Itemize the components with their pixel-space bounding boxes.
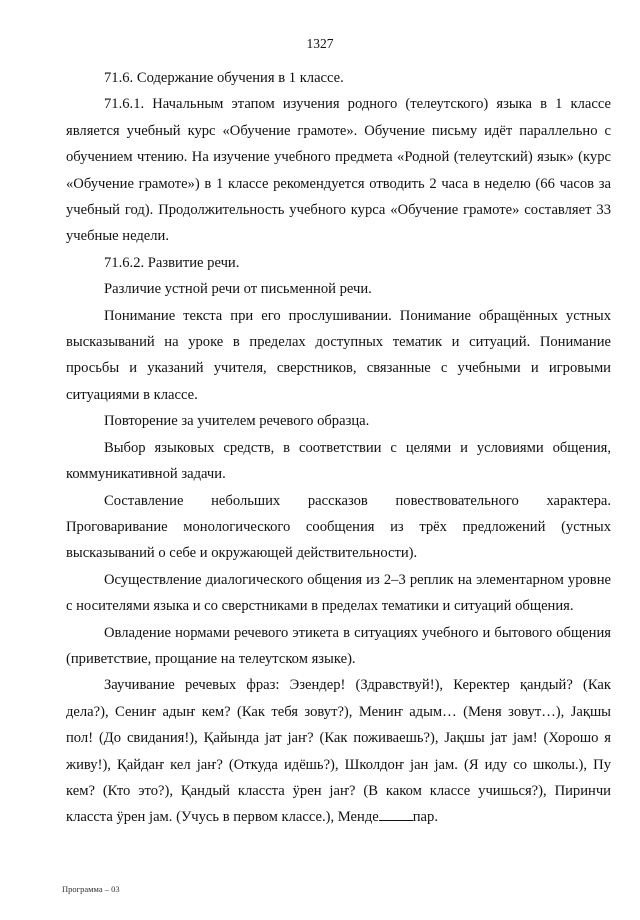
- paragraph-language-means: Выбор языковых средств, в соответствии с целями и условиями общения, коммуникативной задачи.: [66, 439, 611, 483]
- phrases-text: Заучивание речевых фраз: Эзендер! (Здравствуй!), Керектер қандый? (Как дела?), Сениҥ адыҥ кем? (Как тебя зовут?), Мениҥ адым… (Меня зовут…), Јақшы пол! (До свидания!), Қайында јат јаҥ? (Как поживаешь?), Јақшы јат јам! (Хорошо я живу!), Қайдаҥ кел јаҥ? (Откуда идёшь?), Школдоҥ јан јам. (Я иду со школы.), Пу кем? (Кто это?), Қандый класста ӱрен јаҥ? (В каком классе учишься?), Пиринчи класста ӱрен јам. (Учусь в первом классе.), Менде: [66, 677, 611, 826]
- paragraph-listening: Понимание текста при его прослушивании. Понимание обращённых устных высказываний на уроке в пределах доступных тематик и ситуаций. Понимание просьбы и указаний учителя, сверстников, связанные с учебными и игровыми ситуациями в классе.: [66, 307, 611, 403]
- document-body: [66, 65, 611, 831]
- paragraph-phrases: [66, 672, 611, 830]
- paragraph-speech-difference: Различие устной речи от письменной речи.: [104, 281, 372, 298]
- paragraph-71-6-1: 71.6.1. Начальным этапом изучения родного (телеутского) языка в 1 классе является учебный курс «Обучение грамоте». Обучение письму идёт параллельно с обучением чтению. На изучение учебного предмета «Родной (телеутский) язык» (курс «Обучение грамоте») в 1 классе рекомендуется отводить 2 часа в неделю (66 часов за учебный год). Продолжительность учебного курса «Обучение грамоте» составляет 33 учебные недели.: [66, 96, 611, 245]
- section-heading-71-6-2: 71.6.2. Развитие речи.: [104, 254, 240, 271]
- fill-in-blank: [379, 806, 413, 821]
- paragraph-etiquette: Овладение нормами речевого этикета в ситуациях учебного и бытового общения (приветствие, прощание на телеутском языке).: [66, 624, 611, 667]
- page-number: 1327: [306, 36, 334, 51]
- paragraph-repetition: Повторение за учителем речевого образца.: [104, 413, 370, 430]
- section-heading-71-6: 71.6. Содержание обучения в 1 классе.: [104, 70, 344, 86]
- paragraph-dialogue: Осуществление диалогического общения из 2–3 реплик на элементарном уровне с носителями языка и со сверстниками в пределах тематики и ситуаций общения.: [66, 571, 611, 615]
- footer-label: Программа – 03: [62, 884, 120, 894]
- phrases-text-end: пар.: [412, 809, 438, 826]
- paragraph-stories: Составление небольших рассказов повествовательного характера. Проговаривание монологического сообщения из трёх предложений (устных высказываний о себе и окружающей действительности).: [66, 492, 611, 562]
